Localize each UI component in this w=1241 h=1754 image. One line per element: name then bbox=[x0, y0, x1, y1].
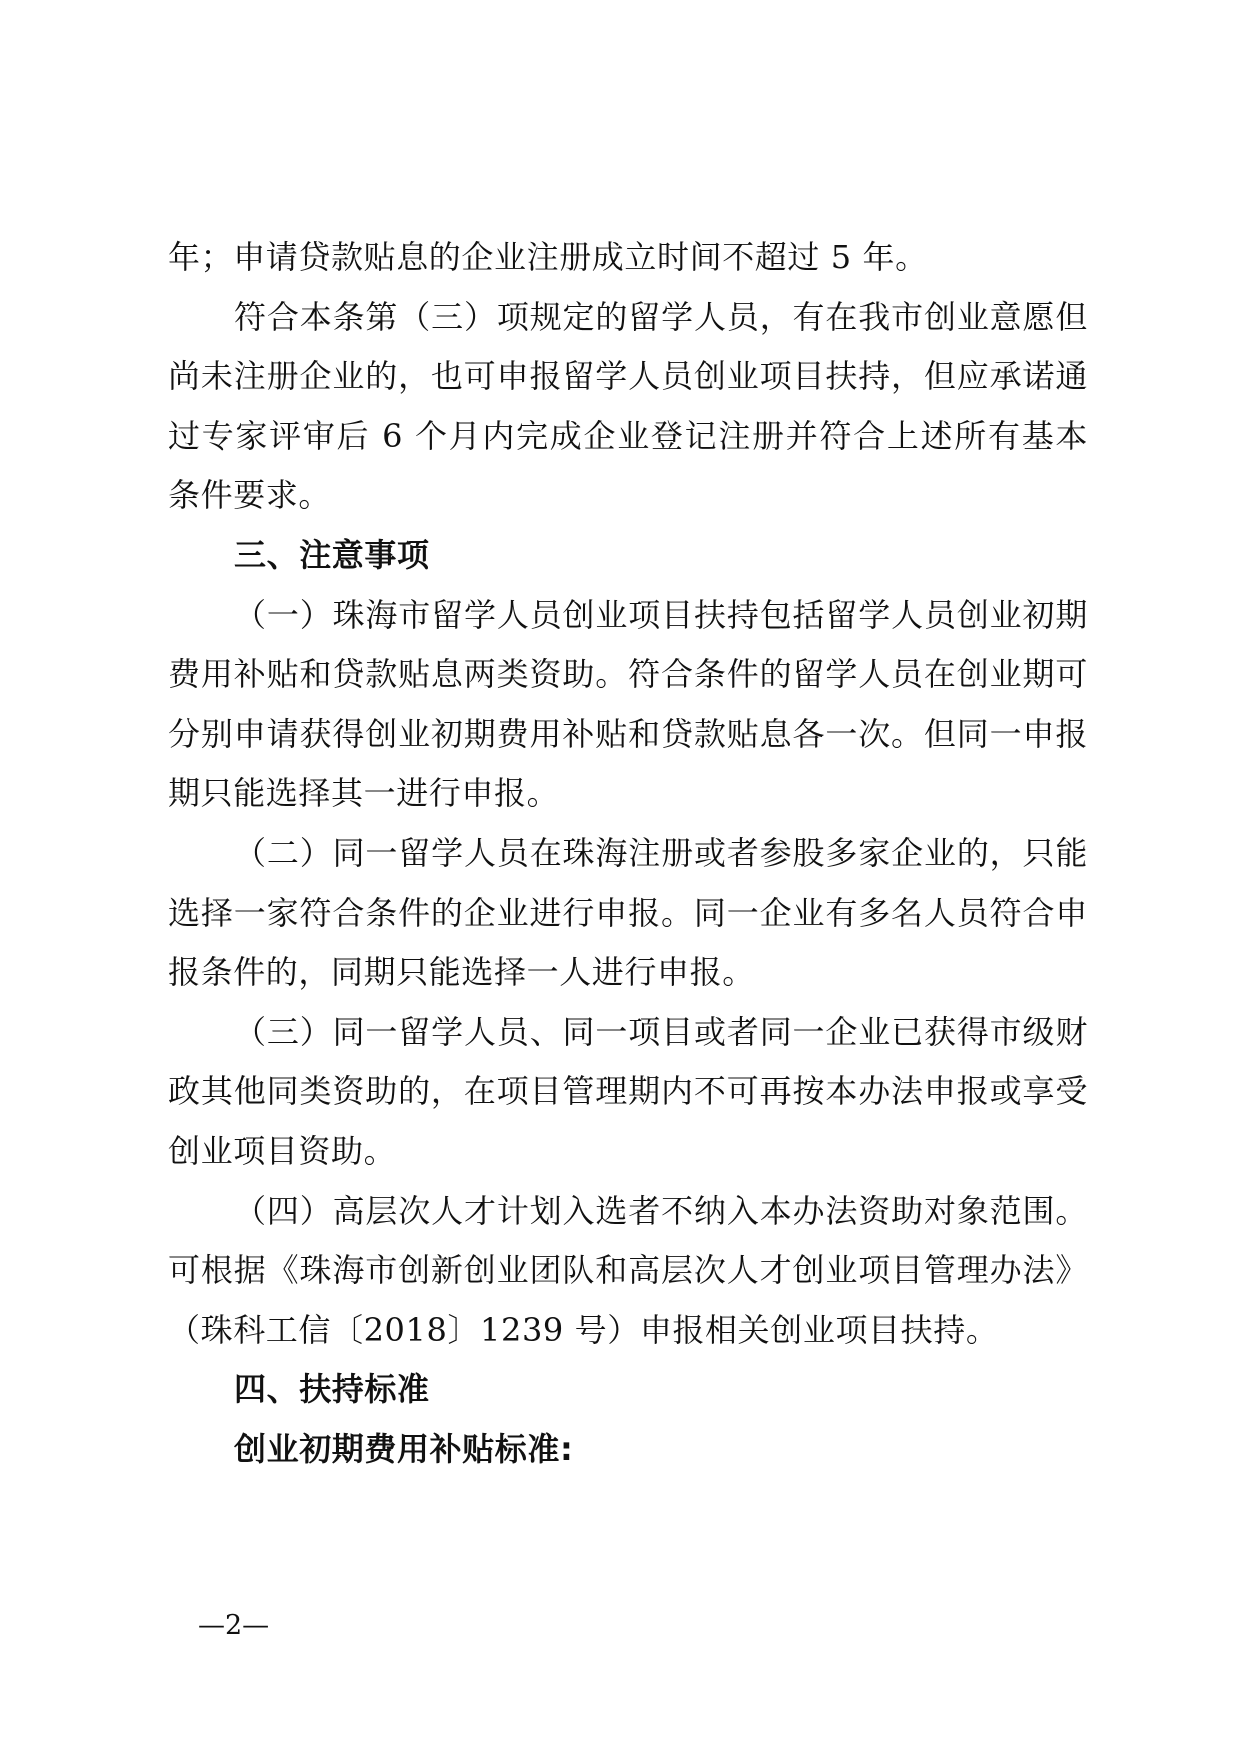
paragraph-entrepreneurship-intent: 符合本条第（三）项规定的留学人员，有在我市创业意愿但尚未注册企业的，也可申报留学人员创业项目扶持，但应承诺通过专家评审后 6 个月内完成企业登记注册并符合上述所有基本条件要求。 bbox=[168, 297, 1088, 515]
paragraph-continuation: 年；申请贷款贴息的企业注册成立时间不超过 5 年。 bbox=[168, 238, 928, 276]
paragraph-note-4: （四）高层次人才计划入选者不纳入本办法资助对象范围。可根据《珠海市创新创业团队和高层次人才创业项目管理办法》（珠科工信〔2018〕1239 号）申报相关创业项目扶持。 bbox=[168, 1191, 1088, 1349]
document-body bbox=[168, 228, 1088, 1479]
subheading-startup-subsidy-standard: 创业初期费用补贴标准: bbox=[234, 1429, 574, 1468]
paragraph-note-3: （三）同一留学人员、同一项目或者同一企业已获得市级财政其他同类资助的，在项目管理期内不可再按本办法申报或享受创业项目资助。 bbox=[168, 1012, 1088, 1170]
paragraph-note-2: （二）同一留学人员在珠海注册或者参股多家企业的，只能选择一家符合条件的企业进行申报。同一企业有多名人员符合申报条件的，同期只能选择一人进行申报。 bbox=[168, 833, 1088, 992]
section-heading-support-standards: 四、扶持标准 bbox=[234, 1370, 430, 1409]
section-heading-notes: 三、注意事项 bbox=[234, 535, 430, 574]
page-number: —2— bbox=[198, 1610, 270, 1641]
paragraph-note-1: （一）珠海市留学人员创业项目扶持包括留学人员创业初期费用补贴和贷款贴息两类资助。符合条件的留学人员在创业期可分别申请获得创业初期费用补贴和贷款贴息各一次。但同一申报期只能选择其一进行申报。 bbox=[168, 595, 1088, 813]
